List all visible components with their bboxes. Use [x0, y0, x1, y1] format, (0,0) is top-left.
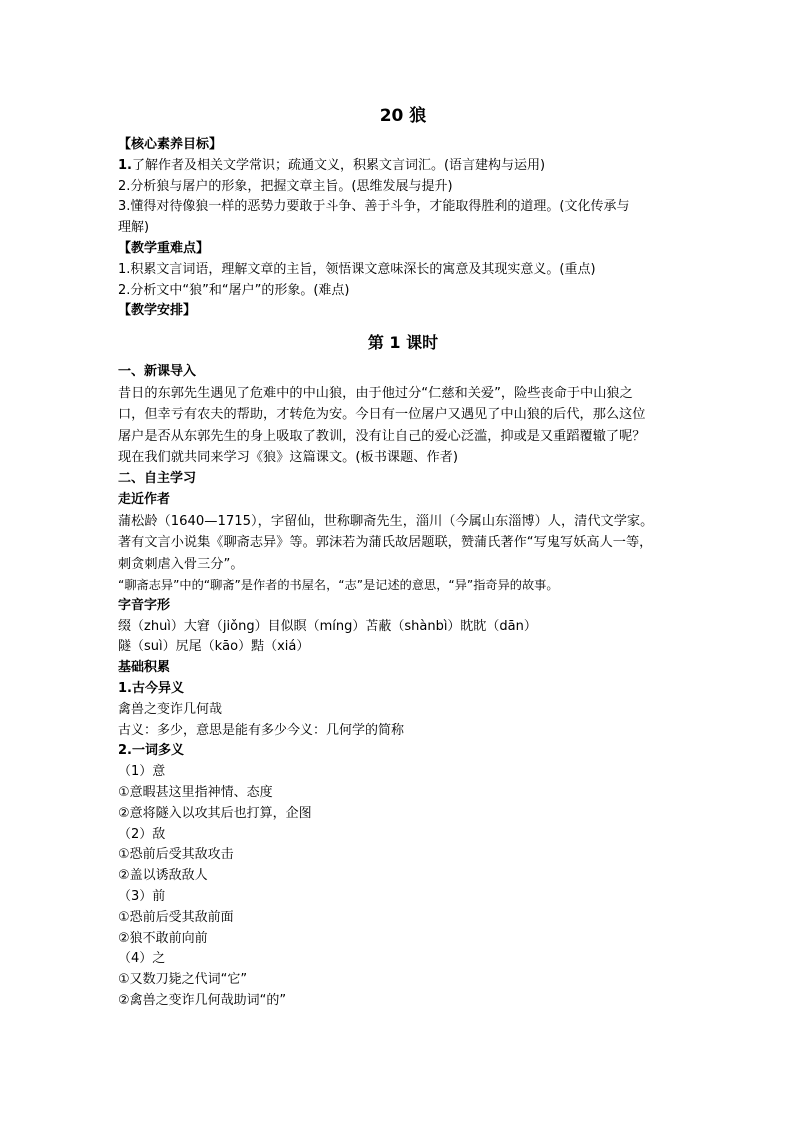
word-2-meaning-a: ①恐前后受其敌攻击	[118, 847, 234, 863]
ancient-meaning: 古义：多少，意思是能有多少今义：几何学的简称	[118, 722, 405, 738]
intro-line-1: 昔日的东郭先生遇见了危难中的中山狼，由于他过分“仁慈和关爱”，险些丧命于中山狼之	[118, 385, 633, 401]
author-line-1: 蒲松龄（1640—1715），字留仙，世称聊斋先生，淄川（今属山东淄博）人，清代文学家。	[118, 513, 654, 529]
word-1-header: （1）意	[118, 764, 166, 780]
intro-paragraph	[118, 383, 688, 469]
word-3-meaning-b: ②狼不敢前向前	[118, 930, 208, 946]
key-point-1: 1.积累文言词语，理解文章的主旨，领悟课文意味深长的寓意及其现实意义。(重点)	[118, 261, 596, 277]
author-paragraph	[118, 511, 688, 576]
word-3-header: （3）前	[118, 889, 166, 905]
word-1-meaning-b: ②意将隧入以攻其后也打算，企图	[118, 805, 312, 821]
word-1-meaning-a: ①意暇甚这里指神情、态度	[118, 785, 273, 801]
pronunciation-line-1: 缀（zhuì）大窘（jiǒng）目似瞑（míng）苫蔽（shànbì）眈眈（dān）	[118, 618, 537, 634]
intro-line-3: 屠户是否从东郭先生的身上吸取了教训，没有让自己的爱心泛滥，抑或是又重蹈覆辙了呢？	[118, 428, 646, 444]
basic-accumulation-header: 基础积累	[118, 660, 171, 676]
goal-3-line-1: 3.懂得对待像狼一样的恶势力要敢于斗争、善于斗争，才能取得胜利的道理。(文化传承与	[118, 199, 630, 215]
word-3-meaning-a: ①恐前后受其敌前面	[118, 909, 234, 925]
intro-line-2: 口，但幸亏有农夫的帮助，才转危为安。今日有一位屠户又遇见了中山狼的后代，那么这位	[118, 407, 646, 423]
word-2-header: （2）敌	[118, 826, 166, 842]
goal-1-text: 了解作者及相关文学常识；疏通文义，积累文言词汇。(语言建构与运用)	[131, 157, 546, 173]
section-self-study-header: 二、自主学习	[118, 470, 197, 486]
pronunciation-header: 字音字形	[118, 597, 171, 613]
word-4-meaning-a: ①又数刀毙之代词“它”	[118, 972, 248, 988]
core-goals-header: 【核心素养目标】	[118, 137, 223, 152]
word-2-meaning-b: ②盖以诱敌敌人	[118, 868, 208, 884]
key-point-2: 2.分析文中“狼”和“屠户”的形象。(难点)	[118, 282, 350, 298]
author-header: 走近作者	[118, 491, 171, 507]
goal-3-line-2: 理解)	[118, 220, 150, 236]
document-page	[118, 104, 688, 1012]
word-4-header: （4）之	[118, 951, 166, 967]
ancient-modern-header: 1.古今异义	[118, 681, 184, 697]
goal-2: 2.分析狼与屠户的形象，把握文章主旨。(思维发展与提升)	[118, 178, 453, 194]
word-4-meaning-b: ②禽兽之变诈几何哉助词“的”	[118, 993, 287, 1008]
document-title: 20 狼	[379, 106, 427, 126]
ancient-example: 禽兽之变诈几何哉	[118, 701, 223, 717]
polysemy-header: 2.一词多义	[118, 743, 184, 759]
section-intro-header: 一、新课导入	[118, 364, 197, 380]
intro-line-4: 现在我们就共同来学习《狼》这篇课文。(板书课题、作者)	[118, 450, 458, 466]
lesson-title: 第 1 课时	[367, 333, 439, 353]
key-points-header: 【教学重难点】	[118, 240, 210, 256]
author-line-3: 刺贪刺虐入骨三分”。	[118, 556, 244, 572]
teaching-plan-header: 【教学安排】	[118, 303, 197, 319]
pronunciation-line-2: 隧（suì）尻尾（kāo）黠（xiá）	[118, 639, 310, 655]
author-note: “聊斋志异”中的“聊斋”是作者的书屋名，“志”是记述的意思，“异”指奇异的故事。	[118, 578, 559, 593]
goal-1: 1.了解作者及相关文学常识；疏通文义，积累文言词汇。(语言建构与运用)	[118, 157, 546, 173]
author-line-2: 著有文言小说集《聊斋志异》等。郭沫若为蒲氏故居题联，赞蒲氏著作“写鬼写妖高人一等，	[118, 535, 653, 551]
